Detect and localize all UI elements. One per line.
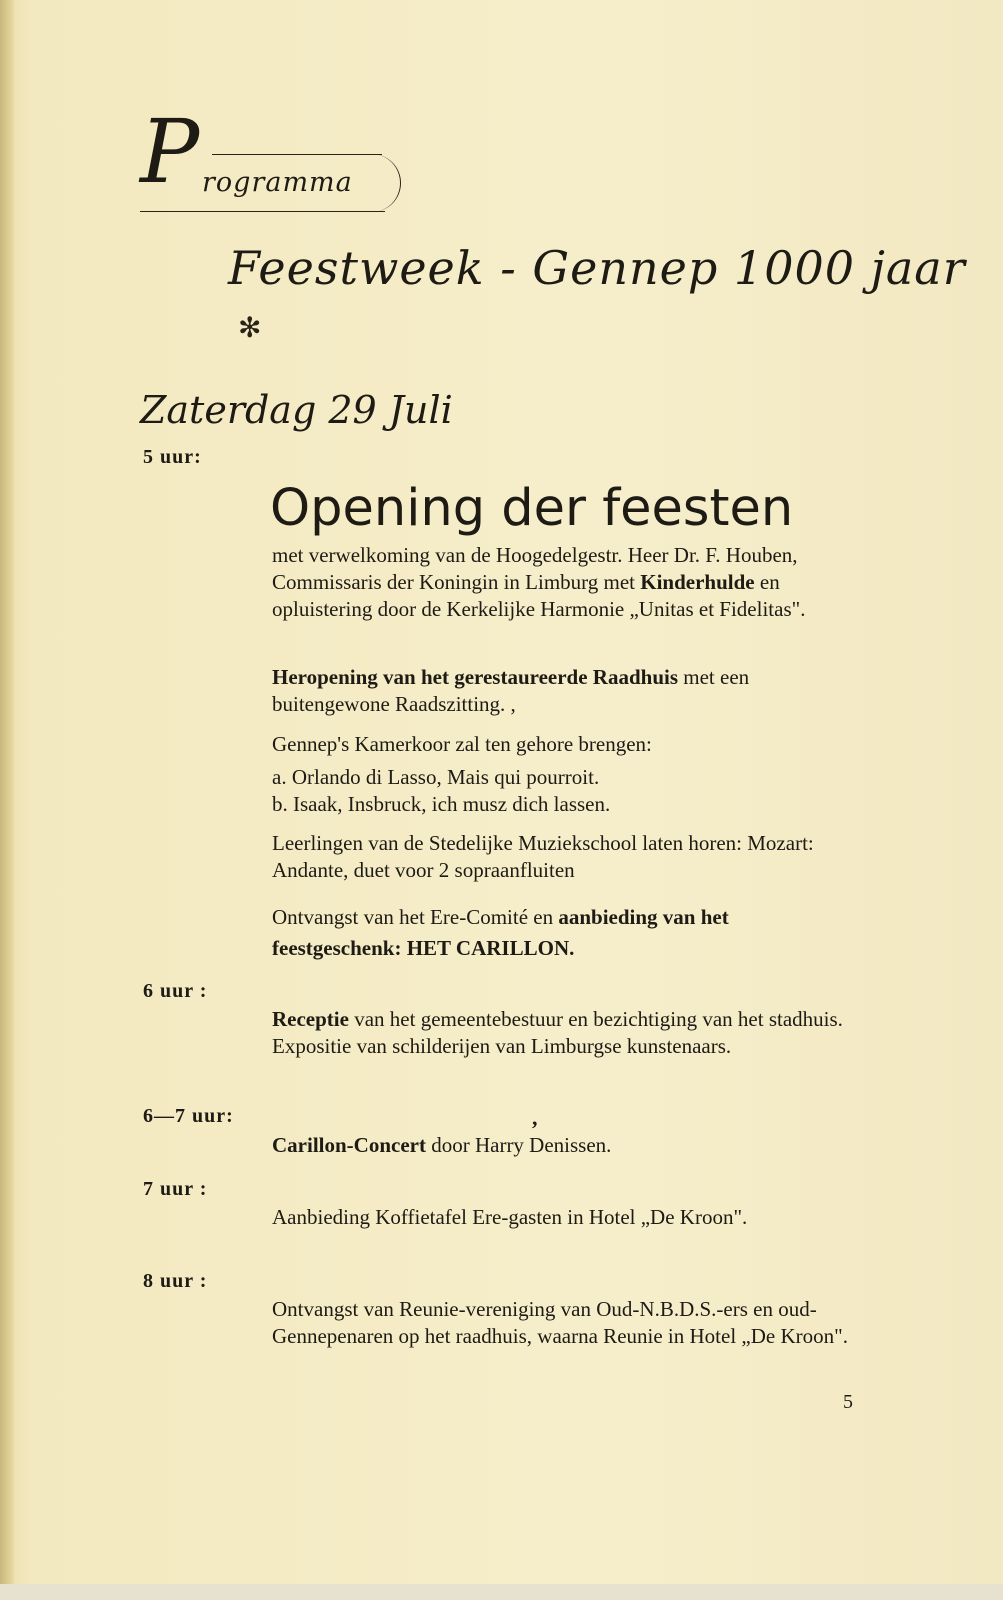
carillon-bold: Carillon-Concert: [272, 1133, 426, 1157]
opening-text-part-1: met verwelkoming van de Hoogedelgestr. Heer Dr. F. Houben, Commissaris der Koningin in Limburg met: [272, 543, 798, 594]
reunie-text: Ontvangst van Reunie-vereniging van Oud-N.B.D.S.-ers en oud-Gennepenaren op het raadhuis, waarna Reunie in Hotel „De Kroon".: [272, 1297, 848, 1348]
opening-description: [272, 542, 860, 623]
reunie-item: [272, 1296, 860, 1350]
time-8: 8 uur :: [143, 1270, 208, 1292]
programma-initial: P: [140, 100, 194, 203]
page-number: 5: [843, 1391, 853, 1413]
day-heading: Zaterdag 29 Juli: [140, 388, 453, 432]
time-6: 6 uur :: [143, 980, 208, 1002]
koffietafel-text: Aanbieding Koffietafel Ere-gasten in Hotel „De Kroon".: [272, 1205, 748, 1229]
stray-comma-mark: ,: [532, 1105, 538, 1130]
page-bottom-edge: [0, 1584, 1003, 1600]
page-binding-edge: [0, 0, 14, 1600]
ontvangst-bold: aanbieding van het feestgeschenk: HET CARILLON.: [272, 905, 729, 960]
carillon-text: door Harry Denissen.: [425, 1133, 612, 1157]
kamerkoor-b-text: b. Isaak, Insbruck, ich musz dich lassen.: [272, 792, 611, 816]
receptie-bold: Receptie: [272, 1007, 349, 1031]
time-7: 7 uur :: [143, 1178, 208, 1200]
ontvangst-text: Ontvangst van het Ere-Comité en: [272, 905, 559, 929]
programma-bracket: [368, 154, 401, 212]
programma-rule-top: [212, 154, 382, 155]
carillon-item: [272, 1132, 860, 1159]
kamerkoor-a: [272, 764, 860, 791]
kamerkoor-intro: Gennep's Kamerkoor zal ten gehore brengen:: [272, 732, 652, 756]
asterisk-ornament-icon: ✻: [238, 313, 262, 344]
receptie-text: van het gemeentebestuur en bezichtiging van het stadhuis. Expositie van schilderijen van Limburgse kunstenaars.: [272, 1007, 843, 1058]
programma-rest: rogramma: [202, 167, 353, 198]
opening-text-part-2: en opluistering door de Kerkelijke Harmonie „Unitas et Fidelitas".: [272, 570, 806, 621]
kamerkoor-a-text: a. Orlando di Lasso, Mais qui pourroit.: [272, 765, 600, 789]
programma-heading: [140, 100, 410, 218]
kamerkoor-item: [272, 731, 860, 758]
receptie-item: [272, 1006, 860, 1060]
koffietafel-item: [272, 1204, 860, 1231]
programma-rule-bottom: [140, 211, 385, 212]
festival-headline: Feestweek - Gennep 1000 jaar: [228, 241, 966, 295]
heropening-item: [272, 664, 860, 718]
leerlingen-text: Leerlingen van de Stedelijke Muziekschool laten horen: Mozart: Andante, duet voor 2 sopraanfluiten: [272, 831, 814, 882]
time-6-7: 6—7 uur:: [143, 1105, 234, 1127]
time-5: 5 uur:: [143, 446, 202, 468]
heropening-text: met een buitengewone Raadszitting. ,: [272, 665, 750, 716]
leerlingen-item: [272, 830, 860, 884]
heropening-bold: Heropening van het gerestaureerde Raadhuis: [272, 665, 679, 689]
opening-title: Opening der feesten: [270, 479, 794, 538]
opening-text-bold: Kinderhulde: [640, 570, 755, 594]
kamerkoor-b: [272, 791, 860, 818]
ontvangst-item: [272, 902, 860, 964]
